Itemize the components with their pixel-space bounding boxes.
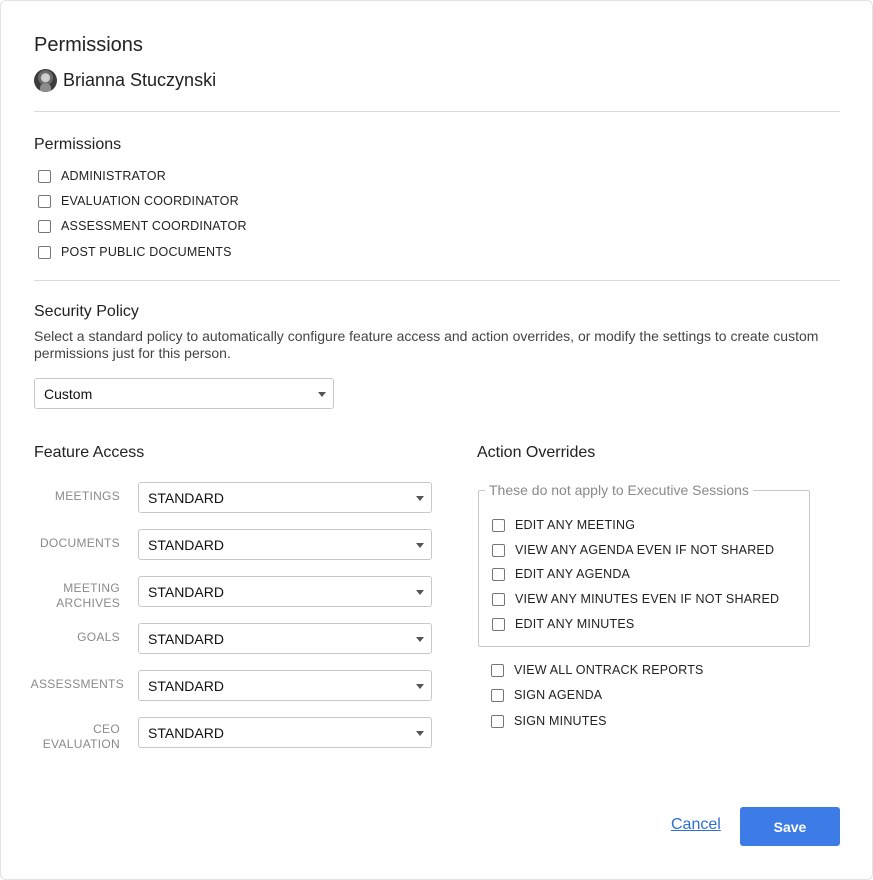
group-legend: These do not apply to Executive Sessions bbox=[485, 482, 753, 498]
feature-select-meetings[interactable] bbox=[138, 482, 432, 513]
select-value: STANDARD bbox=[148, 724, 224, 741]
select-value: STANDARD bbox=[148, 677, 224, 694]
checkbox-label: ADMINISTRATOR bbox=[61, 169, 166, 183]
checkbox[interactable] bbox=[491, 689, 504, 702]
action-overrides-title: Action Overrides bbox=[477, 444, 596, 461]
feature-label-goals: GOALS bbox=[77, 630, 120, 644]
chevron-down-icon bbox=[416, 543, 424, 548]
feature-select-meeting-archives[interactable] bbox=[138, 576, 432, 607]
feature-select-goals[interactable] bbox=[138, 623, 432, 654]
checkbox[interactable] bbox=[38, 246, 51, 259]
checkbox-label: EDIT ANY MINUTES bbox=[515, 617, 635, 631]
dialog-title: Permissions bbox=[34, 34, 143, 56]
security-policy-select[interactable] bbox=[34, 378, 334, 409]
feature-access-title: Feature Access bbox=[34, 444, 145, 461]
checkbox[interactable] bbox=[492, 568, 505, 581]
override-edit-any-agenda[interactable] bbox=[492, 567, 630, 581]
select-value: STANDARD bbox=[148, 583, 224, 600]
chevron-down-icon bbox=[416, 637, 424, 642]
feature-label-documents: DOCUMENTS bbox=[39, 536, 120, 550]
select-value: STANDARD bbox=[148, 630, 224, 647]
select-value: Custom bbox=[44, 385, 93, 402]
checkbox[interactable] bbox=[492, 519, 505, 532]
feature-label-meetings: MEETINGS bbox=[54, 489, 120, 503]
divider bbox=[34, 280, 840, 281]
checkbox[interactable] bbox=[491, 715, 504, 728]
checkbox[interactable] bbox=[492, 544, 505, 557]
chevron-down-icon bbox=[416, 590, 424, 595]
cancel-button[interactable]: Cancel bbox=[671, 816, 721, 833]
checkbox-label: VIEW ANY AGENDA EVEN IF NOT SHARED bbox=[515, 543, 775, 557]
permission-evaluation-coordinator[interactable] bbox=[38, 194, 239, 208]
permission-administrator[interactable] bbox=[38, 169, 166, 183]
select-value: STANDARD bbox=[148, 536, 224, 553]
feature-select-ceo-evaluation[interactable] bbox=[138, 717, 432, 748]
security-policy-title: Security Policy bbox=[34, 303, 139, 320]
feature-label-meeting-archives: MEETING ARCHIVES bbox=[56, 581, 120, 610]
chevron-down-icon bbox=[416, 496, 424, 501]
checkbox[interactable] bbox=[38, 220, 51, 233]
override-edit-any-meeting[interactable] bbox=[492, 518, 635, 532]
feature-label-assessments: ASSESSMENTS bbox=[30, 677, 124, 691]
divider bbox=[34, 111, 840, 112]
checkbox[interactable] bbox=[38, 170, 51, 183]
override-sign-minutes[interactable] bbox=[491, 714, 607, 728]
feature-label-ceo-evaluation: CEO EVALUATION bbox=[42, 722, 120, 751]
user-info bbox=[34, 68, 216, 92]
checkbox[interactable] bbox=[38, 195, 51, 208]
checkbox-label: VIEW ALL ONTRACK REPORTS bbox=[514, 663, 704, 677]
override-edit-any-minutes[interactable] bbox=[492, 617, 634, 631]
checkbox[interactable] bbox=[492, 618, 505, 631]
override-view-any-agenda[interactable] bbox=[492, 543, 774, 557]
checkbox-label: ASSESSMENT COORDINATOR bbox=[61, 219, 247, 233]
chevron-down-icon bbox=[416, 684, 424, 689]
chevron-down-icon bbox=[416, 731, 424, 736]
checkbox-label: EVALUATION COORDINATOR bbox=[61, 194, 239, 208]
checkbox[interactable] bbox=[492, 593, 505, 606]
override-view-any-minutes[interactable] bbox=[492, 592, 779, 606]
chevron-down-icon bbox=[318, 392, 326, 397]
user-name: Brianna Stuczynski bbox=[63, 69, 217, 90]
checkbox-label: VIEW ANY MINUTES EVEN IF NOT SHARED bbox=[515, 592, 780, 606]
checkbox-label: EDIT ANY MEETING bbox=[515, 518, 636, 532]
feature-select-assessments[interactable] bbox=[138, 670, 432, 701]
save-button[interactable]: Save bbox=[740, 807, 840, 846]
select-value: STANDARD bbox=[148, 489, 224, 506]
checkbox[interactable] bbox=[491, 664, 504, 677]
checkbox-label: SIGN AGENDA bbox=[514, 688, 603, 702]
override-view-all-ontrack-reports[interactable] bbox=[491, 663, 704, 677]
override-sign-agenda[interactable] bbox=[491, 688, 602, 702]
permission-post-public-documents[interactable] bbox=[38, 245, 232, 259]
permission-assessment-coordinator[interactable] bbox=[38, 219, 247, 233]
checkbox-label: POST PUBLIC DOCUMENTS bbox=[61, 245, 232, 259]
permissions-section-title: Permissions bbox=[34, 136, 122, 153]
feature-select-documents[interactable] bbox=[138, 529, 432, 560]
checkbox-label: SIGN MINUTES bbox=[514, 714, 607, 728]
avatar bbox=[34, 69, 57, 92]
security-policy-description: Select a standard policy to automatically configure feature access and action overrides, or modify the settings to create custom permissions just for this person. bbox=[34, 328, 819, 361]
checkbox-label: EDIT ANY AGENDA bbox=[515, 567, 631, 581]
